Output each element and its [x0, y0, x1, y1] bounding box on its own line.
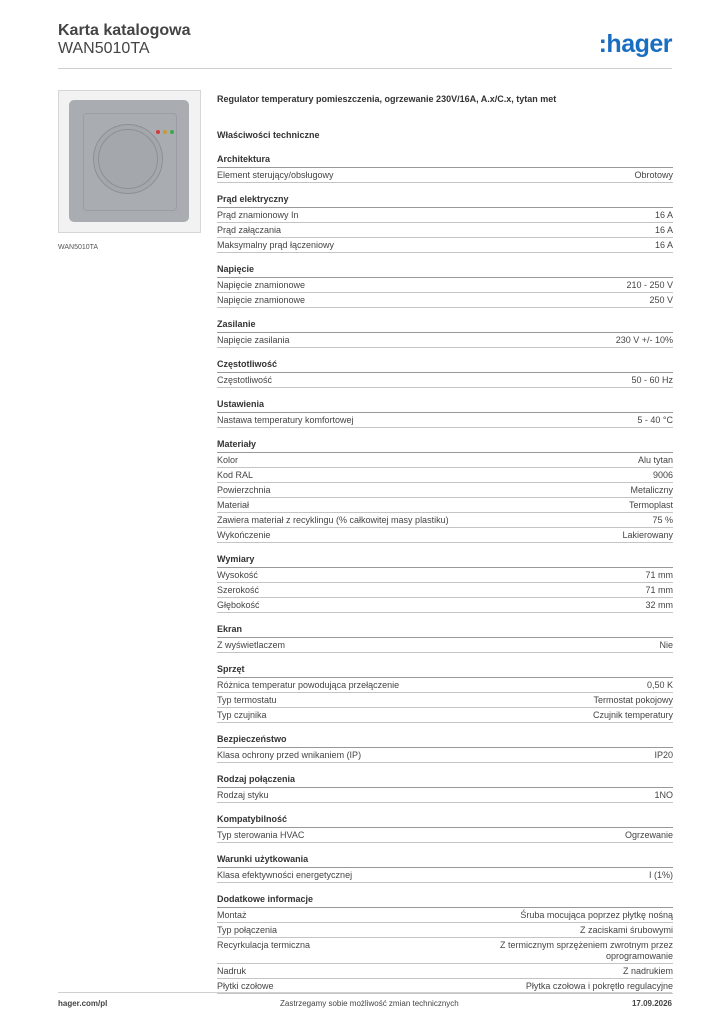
spec-section	[217, 439, 673, 543]
spec-section	[217, 774, 673, 803]
red-led-icon	[156, 130, 160, 134]
spec-content	[217, 94, 673, 1005]
spec-value: IP20	[654, 750, 673, 760]
spec-value: 210 - 250 V	[626, 280, 673, 290]
knob-icon	[93, 124, 163, 194]
spec-row	[217, 513, 673, 528]
spec-value: Ogrzewanie	[624, 830, 673, 840]
spec-section	[217, 264, 673, 308]
spec-section	[217, 359, 673, 388]
spec-value: 250 V	[649, 295, 673, 305]
spec-label: Wykończenie	[217, 530, 271, 540]
product-image	[58, 90, 201, 233]
section-title: Kompatybilność	[217, 814, 673, 828]
spec-row	[217, 708, 673, 723]
spec-value: 75 %	[652, 515, 673, 525]
spec-section	[217, 734, 673, 763]
section-title: Prąd elektryczny	[217, 194, 673, 208]
spec-section	[217, 624, 673, 653]
spec-row	[217, 468, 673, 483]
spec-label: Szerokość	[217, 585, 260, 595]
spec-label: Częstotliwość	[217, 375, 273, 385]
spec-value: 5 - 40 °C	[637, 415, 673, 425]
spec-row	[217, 413, 673, 428]
spec-label: Wysokość	[217, 570, 258, 580]
spec-value: Płytka czołowa i pokrętło regulacyjne	[525, 981, 673, 991]
section-title: Ustawienia	[217, 399, 673, 413]
spec-label: Powierzchnia	[217, 485, 271, 495]
spec-row	[217, 748, 673, 763]
spec-value: Z termicznym sprzężeniem zwrotnym przez oprogramowanie	[499, 940, 673, 961]
section-title: Ekran	[217, 624, 673, 638]
spec-value: 71 mm	[645, 570, 673, 580]
spec-section	[217, 319, 673, 348]
spec-row	[217, 598, 673, 613]
spec-section	[217, 554, 673, 613]
spec-row	[217, 938, 673, 964]
spec-label: Typ czujnika	[217, 710, 267, 720]
spec-label: Zawiera materiał z recyklingu (% całkowitej masy plastiku)	[217, 515, 449, 525]
spec-row	[217, 373, 673, 388]
spec-row	[217, 868, 673, 883]
amber-led-icon	[163, 130, 167, 134]
product-description: Regulator temperatury pomieszczenia, ogrzewanie 230V/16A, A.x/C.x, tytan met	[217, 94, 557, 104]
spec-section	[217, 194, 673, 253]
spec-label: Klasa efektywności energetycznej	[217, 870, 353, 880]
spec-label: Klasa ochrony przed wnikaniem (IP)	[217, 750, 362, 760]
spec-row	[217, 293, 673, 308]
spec-row	[217, 693, 673, 708]
spec-value: 71 mm	[645, 585, 673, 595]
product-code: WAN5010TA	[58, 40, 150, 57]
spec-label: Recyrkulacja termiczna	[217, 940, 311, 950]
section-title: Zasilanie	[217, 319, 673, 333]
spec-value: 32 mm	[645, 600, 673, 610]
section-title: Warunki użytkowania	[217, 854, 673, 868]
page-header	[58, 20, 672, 69]
spec-value: Termostat pokojowy	[593, 695, 673, 705]
spec-row	[217, 908, 673, 923]
spec-row	[217, 964, 673, 979]
spec-value: 1NO	[654, 790, 673, 800]
section-title: Dodatkowe informacje	[217, 894, 673, 908]
spec-row	[217, 168, 673, 183]
spec-value: 0,50 K	[646, 680, 673, 690]
footer-website[interactable]: hager.com/pl	[58, 999, 108, 1008]
spec-label: Prąd znamionowy In	[217, 210, 299, 220]
green-led-icon	[170, 130, 174, 134]
spec-value: 9006	[652, 470, 673, 480]
spec-row	[217, 678, 673, 693]
spec-section	[217, 664, 673, 723]
spec-row	[217, 223, 673, 238]
spec-label: Nadruk	[217, 966, 247, 976]
spec-value: Lakierowany	[622, 530, 673, 540]
spec-label: Głębokość	[217, 600, 260, 610]
spec-label: Płytki czołowe	[217, 981, 274, 991]
spec-row	[217, 238, 673, 253]
spec-label: Napięcie zasilania	[217, 335, 290, 345]
footer-disclaimer: Zastrzegamy sobie możliwość zmian technicznych	[280, 999, 459, 1008]
page-footer	[58, 992, 672, 1008]
section-title: Rodzaj połączenia	[217, 774, 673, 788]
spec-label: Napięcie znamionowe	[217, 280, 306, 290]
spec-label: Kolor	[217, 455, 239, 465]
spec-value: Nie	[659, 640, 673, 650]
spec-label: Typ termostatu	[217, 695, 277, 705]
spec-label: Typ sterowania HVAC	[217, 830, 305, 840]
section-title: Bezpieczeństwo	[217, 734, 673, 748]
spec-label: Maksymalny prąd łączeniowy	[217, 240, 335, 250]
spec-value: Termoplast	[628, 500, 673, 510]
spec-label: Montaż	[217, 910, 247, 920]
spec-section	[217, 814, 673, 843]
spec-sections	[217, 154, 673, 994]
spec-value: I (1%)	[648, 870, 673, 880]
spec-section	[217, 399, 673, 428]
spec-value: Obrotowy	[634, 170, 673, 180]
spec-label: Element sterujący/obsługowy	[217, 170, 334, 180]
spec-section	[217, 854, 673, 883]
footer-date: 17.09.2026	[631, 999, 672, 1008]
section-title: Wymiary	[217, 554, 673, 568]
spec-row	[217, 528, 673, 543]
section-title: Sprzęt	[217, 664, 673, 678]
spec-label: Kod RAL	[217, 470, 254, 480]
spec-label: Napięcie znamionowe	[217, 295, 306, 305]
page-title: Karta katalogowa	[58, 22, 191, 39]
spec-row	[217, 333, 673, 348]
spec-section	[217, 894, 673, 994]
spec-value: Alu tytan	[637, 455, 673, 465]
spec-label: Rodzaj styku	[217, 790, 269, 800]
spec-row	[217, 788, 673, 803]
spec-row	[217, 568, 673, 583]
spec-row	[217, 498, 673, 513]
thermostat-plate	[69, 100, 189, 222]
spec-label: Prąd załączania	[217, 225, 282, 235]
spec-value: Metaliczny	[630, 485, 673, 495]
spec-label: Różnica temperatur powodująca przełączenie	[217, 680, 400, 690]
spec-value: Czujnik temperatury	[592, 710, 673, 720]
image-caption: WAN5010TA	[58, 244, 99, 251]
section-title: Częstotliwość	[217, 359, 673, 373]
spec-row	[217, 453, 673, 468]
spec-value: Z zaciskami śrubowymi	[579, 925, 673, 935]
spec-row	[217, 483, 673, 498]
spec-value: 16 A	[654, 210, 673, 220]
spec-label: Nastawa temperatury komfortowej	[217, 415, 354, 425]
spec-value: 16 A	[654, 240, 673, 250]
spec-row	[217, 923, 673, 938]
spec-row	[217, 278, 673, 293]
section-title: Materiały	[217, 439, 673, 453]
spec-section	[217, 154, 673, 183]
spec-row	[217, 638, 673, 653]
tech-properties-title: Właściwości techniczne	[217, 130, 320, 140]
spec-label: Typ połączenia	[217, 925, 278, 935]
spec-value: 230 V +/- 10%	[615, 335, 673, 345]
section-title: Napięcie	[217, 264, 673, 278]
spec-row	[217, 828, 673, 843]
spec-label: Materiał	[217, 500, 250, 510]
spec-row	[217, 583, 673, 598]
hager-logo: :hager	[598, 30, 672, 58]
spec-value: 50 - 60 Hz	[631, 375, 673, 385]
spec-label: Z wyświetlaczem	[217, 640, 286, 650]
spec-value: 16 A	[654, 225, 673, 235]
section-title: Architektura	[217, 154, 673, 168]
spec-value: Z nadrukiem	[622, 966, 673, 976]
spec-row	[217, 208, 673, 223]
spec-value: Śruba mocująca poprzez płytkę nośną	[520, 910, 673, 920]
